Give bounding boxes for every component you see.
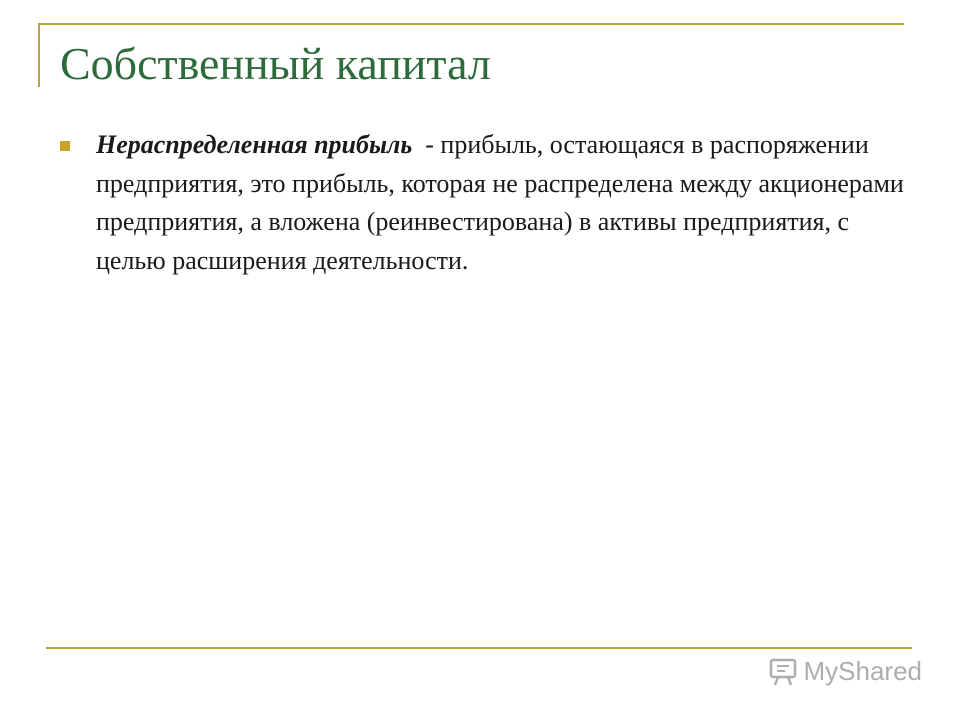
square-bullet-icon — [60, 141, 70, 151]
slide-title: Собственный капитал — [60, 38, 491, 89]
chalkboard-presentation-icon — [768, 657, 798, 687]
title-frame-top-line — [38, 23, 904, 25]
watermark-text: MyShared — [803, 656, 922, 686]
title-frame-left-line — [38, 23, 40, 87]
footer-divider — [46, 647, 912, 649]
watermark — [768, 656, 923, 687]
slide-content — [60, 126, 910, 280]
bullet-item — [60, 126, 910, 280]
bullet-text: - прибыль, остающаяся в распоряжении предприятия, это прибыль, которая не распределена между акционерами предприятия, а вложена (реинвестирована) в активы предприятия, с целью расширения деятельности. — [96, 130, 911, 275]
bullet-term: Нераспределенная прибыль — [96, 130, 413, 159]
